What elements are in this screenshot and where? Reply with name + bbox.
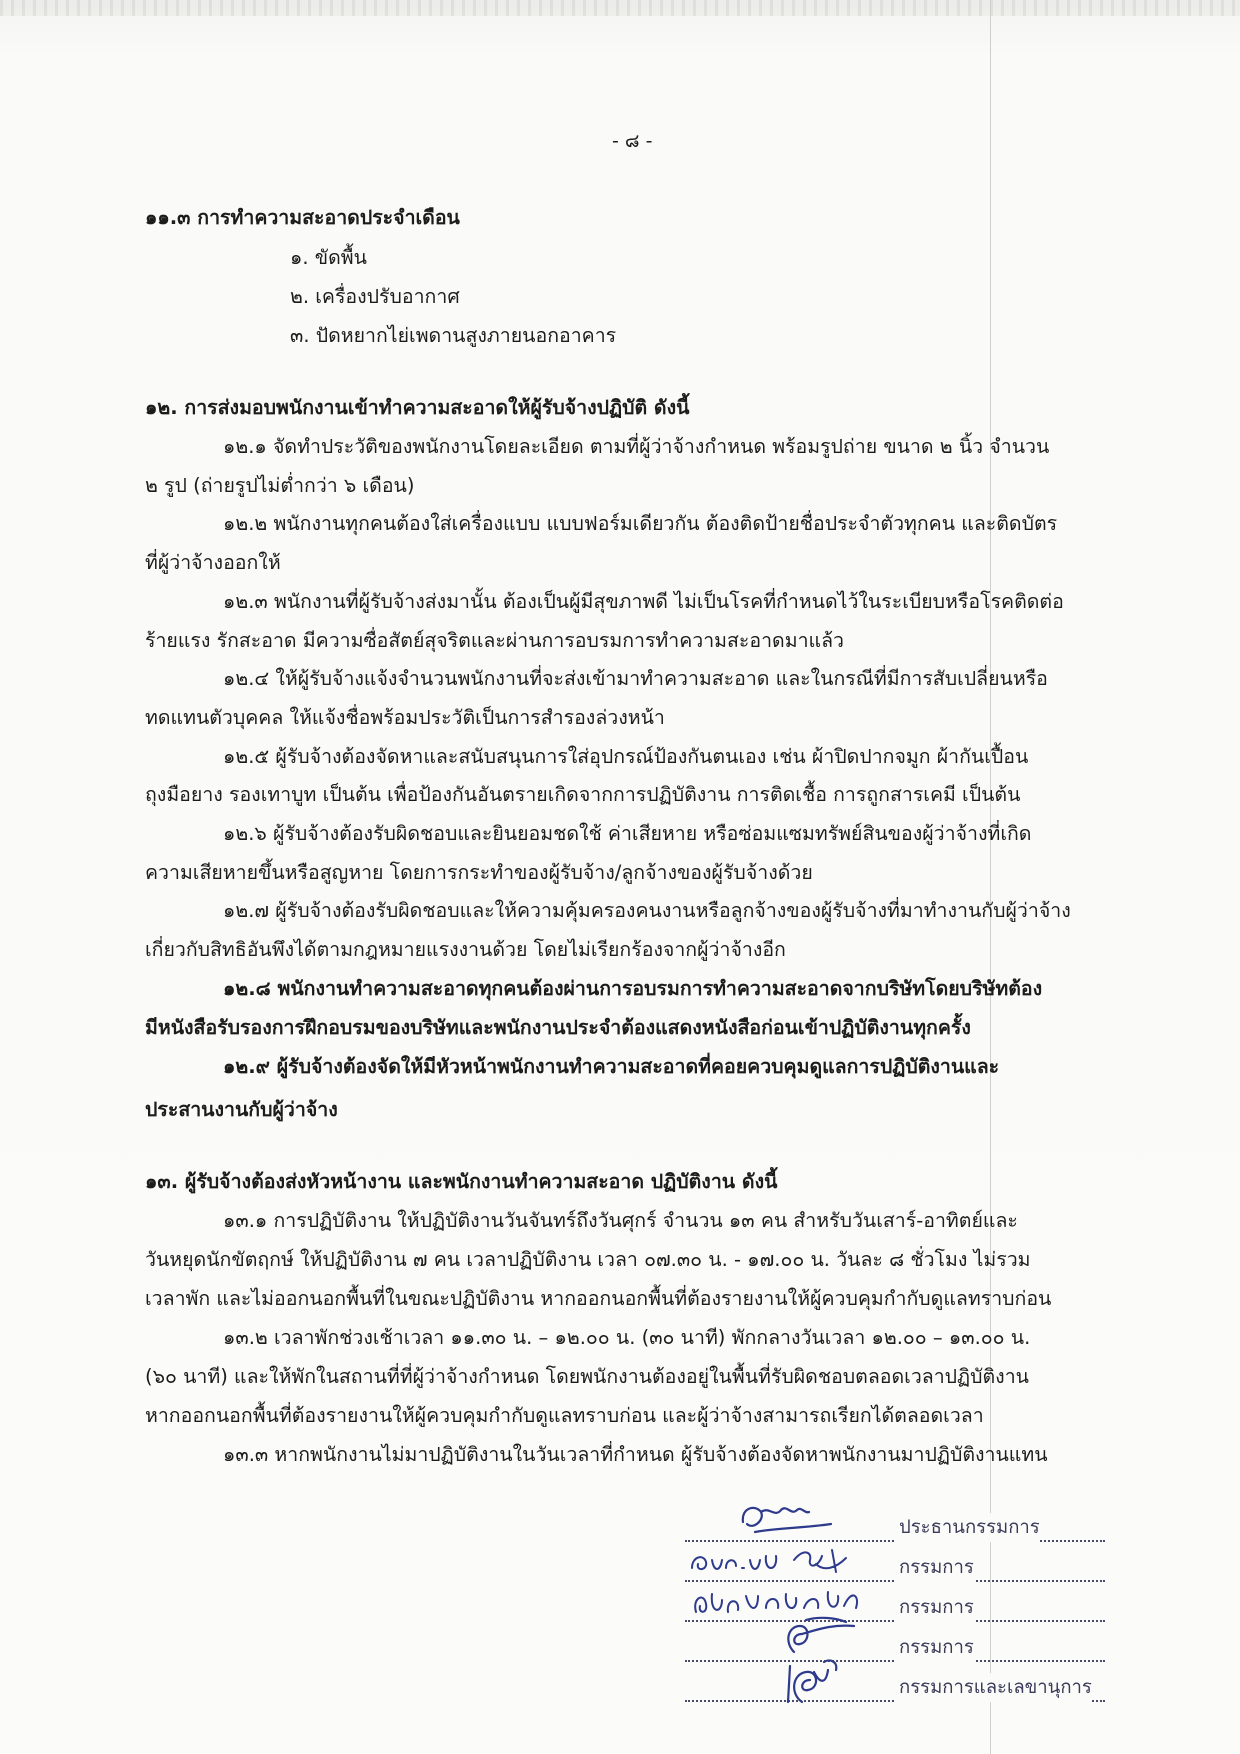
paragraph-line: ๑๒.๓ พนักงานที่ผู้รับจ้างส่งมานั้น ต้องเป็นผู้มีสุขภาพดี ไม่เป็นโรคที่กำหนดไว้ในระเบียบหรือโรคติดต่อ <box>223 590 1064 613</box>
paragraph-line: ที่ผู้ว่าจ้างออกให้ <box>145 551 281 574</box>
list-item: ๓. ปัดหยากไย่เพดานสูงภายนอกอาคาร <box>290 324 617 347</box>
paragraph-line: (๖๐ นาที) และให้พักในสถานที่ที่ผู้ว่าจ้างกำหนด โดยพนักงานต้องอยู่ในพื้นที่รับผิดชอบตลอดเวลาปฏิบัติงาน <box>145 1365 1029 1388</box>
signature-role: กรรมการ <box>895 1633 974 1662</box>
paragraph-line: ความเสียหายขึ้นหรือสูญหาย โดยการกระทำของผู้รับจ้าง/ลูกจ้างของผู้รับจ้างด้วย <box>145 861 813 884</box>
paragraph-line: ร้ายแรง รักสะอาด มีความซื่อสัตย์สุจริตและผ่านการอบรมการทำความสะอาดมาแล้ว <box>145 629 844 652</box>
scan-edge-band <box>0 0 1240 16</box>
paragraph-line: ๑๒.๒ พนักงานทุกคนต้องใส่เครื่องแบบ แบบฟอร์มเดียวกัน ต้องติดป้ายชื่อประจำตัวทุกคน และติดบัตร <box>223 512 1058 535</box>
paragraph-line: เวลาพัก และไม่ออกนอกพื้นที่ในขณะปฏิบัติงาน หากออกนอกพื้นที่ต้องรายงานให้ผู้ควบคุมกำกับดูแลทราบก่อน <box>145 1287 1052 1310</box>
section-11-3-heading: ๑๑.๓ การทำความสะอาดประจำเดือน <box>145 206 460 229</box>
paragraph-line-bold: ๑๒.๙ ผู้รับจ้างต้องจัดให้มีหัวหน้าพนักงานทำความสะอาดที่คอยควบคุมดูแลการปฏิบัติงานและ <box>223 1055 1000 1078</box>
paragraph-line: ถุงมือยาง รองเทาบูท เป็นต้น เพื่อป้องกันอันตรายเกิดจากการปฏิบัติงาน การติดเชื้อ การถูกสารเคมี เป็นต้น <box>145 783 1021 806</box>
section-13-heading: ๑๓. ผู้รับจ้างต้องส่งหัวหน้างาน และพนักงานทำความสะอาด ปฏิบัติงาน ดังนี้ <box>145 1170 778 1193</box>
signature-role: กรรมการ <box>895 1593 974 1622</box>
handwritten-signature-5 <box>780 1654 850 1710</box>
paragraph-line: ๑๓.๑ การปฏิบัติงาน ให้ปฏิบัติงานวันจันทร์ถึงวันศุกร์ จำนวน ๑๓ คน สำหรับวันเสาร์-อาทิตย์และ <box>223 1209 1018 1232</box>
paragraph-line: ๑๒.๔ ให้ผู้รับจ้างแจ้งจำนวนพนักงานที่จะส่งเข้ามาทำความสะอาด และในกรณีที่มีการสับเปลี่ยนหรือ <box>223 667 1048 690</box>
signature-role: กรรมการ <box>895 1553 974 1582</box>
paragraph-line: ๑๒.๑ จัดทำประวัติของพนักงานโดยละเอียด ตามที่ผู้ว่าจ้างกำหนด พร้อมรูปถ่าย ขนาด ๒ นิ้ว จำนวน <box>223 435 1050 458</box>
paragraph-line-bold: ๑๒.๘ พนักงานทำความสะอาดทุกคนต้องผ่านการอบรมการทำความสะอาดจากบริษัทโดยบริษัทต้อง <box>223 977 1043 1000</box>
signature-line <box>685 1630 1105 1670</box>
handwritten-signature-2 <box>686 1538 861 1582</box>
list-item: ๑. ขัดพื้น <box>290 246 367 269</box>
paragraph-line-bold: ประสานงานกับผู้ว่าจ้าง <box>145 1098 338 1121</box>
signature-role: ประธานกรรมการ <box>895 1513 1040 1542</box>
paragraph-line: ๑๓.๓ หากพนักงานไม่มาปฏิบัติงานในวันเวลาที่กำหนด ผู้รับจ้างต้องจัดหาพนักงานมาปฏิบัติงานแทน <box>223 1443 1048 1466</box>
paragraph-line: เกี่ยวกับสิทธิอันพึงได้ตามกฎหมายแรงงานด้วย โดยไม่เรียกร้องจากผู้ว่าจ้างอีก <box>145 938 786 961</box>
page-number: - ๘ - <box>612 130 653 152</box>
paragraph-line: ๑๒.๗ ผู้รับจ้างต้องรับผิดชอบและให้ความคุ้มครองคนงานหรือลูกจ้างของผู้รับจ้างที่มาทำงานกับผู้ว่าจ้าง <box>223 899 1071 922</box>
signature-line <box>685 1670 1105 1710</box>
paragraph-line: ๑๒.๕ ผู้รับจ้างต้องจัดหาและสนับสนุนการใส่อุปกรณ์ป้องกันตนเอง เช่น ผ้าปิดปากจมูก ผ้ากันเปื้อน <box>223 745 1029 768</box>
paragraph-line: ๑๒.๖ ผู้รับจ้างต้องรับผิดชอบและยินยอมชดใช้ ค่าเสียหาย หรือซ่อมแซมทรัพย์สินของผู้ว่าจ้างที่เกิด <box>223 822 1032 845</box>
paragraph-line: ๒ รูป (ถ่ายรูปไม่ต่ำกว่า ๖ เดือน) <box>145 474 415 497</box>
paragraph-line-bold: มีหนังสือรับรองการฝึกอบรมของบริษัทและพนักงานประจำต้องแสดงหนังสือก่อนเข้าปฏิบัติงานทุกครั้ง <box>145 1016 971 1039</box>
paragraph-line: ทดแทนตัวบุคคล ให้แจ้งชื่อพร้อมประวัติเป็นการสำรองล่วงหน้า <box>145 706 665 729</box>
section-12-heading: ๑๒. การส่งมอบพนักงานเข้าทำความสะอาดให้ผู้รับจ้างปฏิบัติ ดังนี้ <box>145 396 690 419</box>
paragraph-line: ๑๓.๒ เวลาพักช่วงเช้าเวลา ๑๑.๓๐ น. – ๑๒.๐๐ น. (๓๐ นาที) พักกลางวันเวลา ๑๒.๐๐ – ๑๓.๐๐ น. <box>223 1326 1031 1349</box>
paragraph-line: หากออกนอกพื้นที่ต้องรายงานให้ผู้ควบคุมกำกับดูแลทราบก่อน และผู้ว่าจ้างสามารถเรียกได้ตลอดเวลา <box>145 1404 984 1427</box>
handwritten-signature-1 <box>735 1498 845 1542</box>
paragraph-line: วันหยุดนักขัตฤกษ์ ให้ปฏิบัติงาน ๗ คน เวลาปฏิบัติงาน เวลา ๐๗.๓๐ น. - ๑๗.๐๐ น. วันละ ๘ ชั่วโมง ไม่รวม <box>145 1248 1031 1271</box>
list-item: ๒. เครื่องปรับอากาศ <box>290 285 460 308</box>
signature-role: กรรมการและเลขานุการ <box>895 1673 1092 1702</box>
